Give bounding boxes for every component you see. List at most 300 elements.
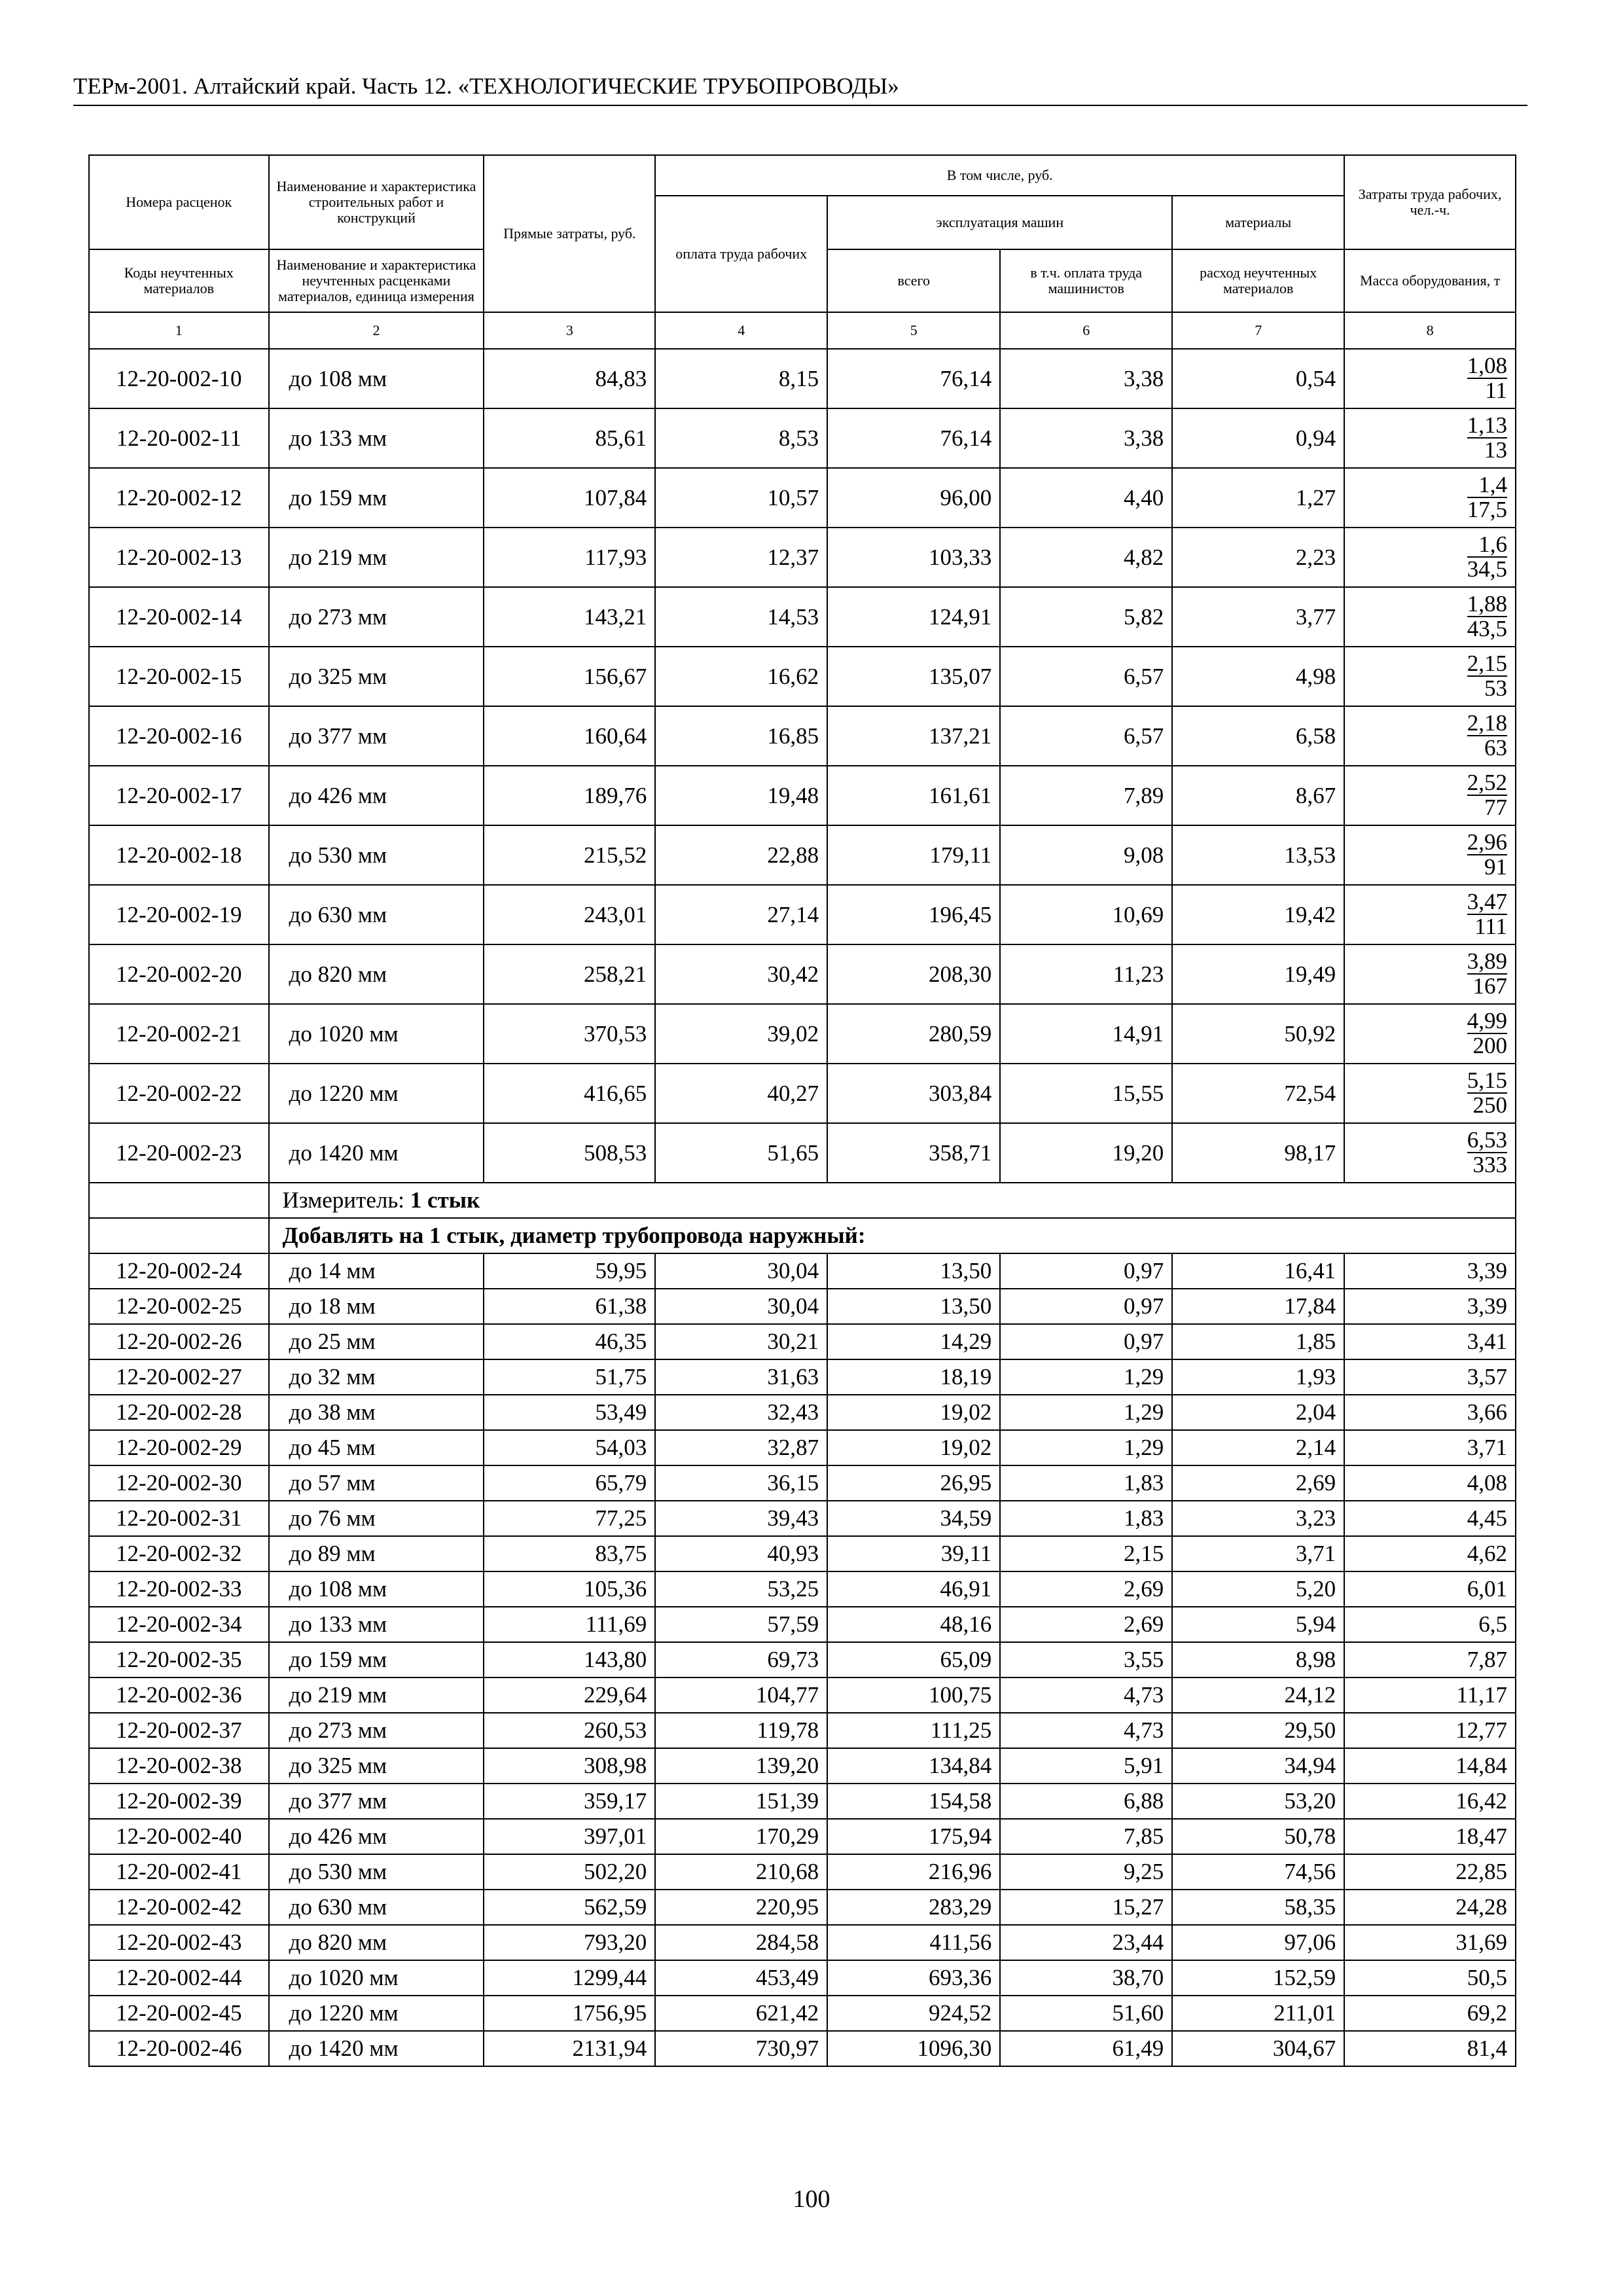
operator-wages: 15,55 bbox=[1000, 1064, 1172, 1123]
column-number: 3 bbox=[484, 312, 655, 349]
labor-costs: 3,89 bbox=[1467, 948, 1507, 974]
header-unaccounted-use: расход неучтенных материалов bbox=[1172, 249, 1344, 312]
rate-name: до 45 мм bbox=[269, 1430, 484, 1465]
operator-wages: 9,25 bbox=[1000, 1854, 1172, 1890]
rate-code: 12-20-002-42 bbox=[89, 1890, 269, 1925]
table-row bbox=[89, 1960, 1516, 1996]
labor-costs: 3,39 bbox=[1344, 1289, 1516, 1324]
labor-costs: 24,28 bbox=[1344, 1890, 1516, 1925]
rate-code: 12-20-002-25 bbox=[89, 1289, 269, 1324]
machine-costs: 196,45 bbox=[827, 885, 1000, 944]
machine-costs: 303,84 bbox=[827, 1064, 1000, 1123]
rate-code: 12-20-002-46 bbox=[89, 2031, 269, 2066]
labor-costs: 5,15 bbox=[1467, 1067, 1507, 1093]
operator-wages: 2,15 bbox=[1000, 1536, 1172, 1571]
rate-name: до 630 мм bbox=[269, 885, 484, 944]
machine-costs: 924,52 bbox=[827, 1996, 1000, 2031]
material-costs: 6,58 bbox=[1172, 706, 1344, 766]
rate-name: до 18 мм bbox=[269, 1289, 484, 1324]
direct-costs: 46,35 bbox=[484, 1324, 655, 1359]
equipment-mass: 333 bbox=[1472, 1151, 1507, 1177]
worker-wages: 170,29 bbox=[655, 1819, 827, 1854]
operator-wages: 6,57 bbox=[1000, 706, 1172, 766]
table-row bbox=[89, 1571, 1516, 1607]
labor-costs: 3,57 bbox=[1344, 1359, 1516, 1395]
rate-name: до 89 мм bbox=[269, 1536, 484, 1571]
worker-wages: 284,58 bbox=[655, 1925, 827, 1960]
machine-costs: 76,14 bbox=[827, 349, 1000, 408]
worker-wages: 119,78 bbox=[655, 1713, 827, 1748]
equipment-mass: 167 bbox=[1472, 973, 1507, 999]
table-row bbox=[89, 1748, 1516, 1784]
operator-wages: 10,69 bbox=[1000, 885, 1172, 944]
rate-code: 12-20-002-40 bbox=[89, 1819, 269, 1854]
labor-costs: 4,45 bbox=[1344, 1501, 1516, 1536]
table-header bbox=[89, 155, 1516, 349]
direct-costs: 85,61 bbox=[484, 408, 655, 468]
rate-name: до 219 мм bbox=[269, 528, 484, 587]
operator-wages: 0,97 bbox=[1000, 1289, 1172, 1324]
direct-costs: 160,64 bbox=[484, 706, 655, 766]
rate-code: 12-20-002-14 bbox=[89, 587, 269, 647]
direct-costs: 1299,44 bbox=[484, 1960, 655, 1996]
rate-name: до 820 мм bbox=[269, 944, 484, 1004]
rate-code: 12-20-002-37 bbox=[89, 1713, 269, 1748]
equipment-mass: 63 bbox=[1484, 734, 1507, 761]
worker-wages: 104,77 bbox=[655, 1677, 827, 1713]
table-body-additional bbox=[89, 1253, 1516, 2066]
rate-name: до 1020 мм bbox=[269, 1960, 484, 1996]
rate-name: до 108 мм bbox=[269, 1571, 484, 1607]
column-number: 1 bbox=[89, 312, 269, 349]
machine-costs: 103,33 bbox=[827, 528, 1000, 587]
direct-costs: 258,21 bbox=[484, 944, 655, 1004]
rate-name: до 38 мм bbox=[269, 1395, 484, 1430]
rate-name: до 1220 мм bbox=[269, 1996, 484, 2031]
rate-code: 12-20-002-28 bbox=[89, 1395, 269, 1430]
labor-mass-fraction bbox=[1344, 647, 1516, 706]
labor-costs: 11,17 bbox=[1344, 1677, 1516, 1713]
labor-mass-fraction bbox=[1344, 944, 1516, 1004]
rate-code: 12-20-002-17 bbox=[89, 766, 269, 825]
table-row bbox=[89, 1465, 1516, 1501]
labor-costs: 22,85 bbox=[1344, 1854, 1516, 1890]
worker-wages: 27,14 bbox=[655, 885, 827, 944]
header-unaccounted-name: Наименование и характеристика неучтенных расценками материалов, единица измерения bbox=[269, 249, 484, 312]
machine-costs: 65,09 bbox=[827, 1642, 1000, 1677]
table-row bbox=[89, 1395, 1516, 1430]
worker-wages: 69,73 bbox=[655, 1642, 827, 1677]
direct-costs: 54,03 bbox=[484, 1430, 655, 1465]
equipment-mass: 77 bbox=[1484, 794, 1507, 820]
rate-code: 12-20-002-18 bbox=[89, 825, 269, 885]
material-costs: 29,50 bbox=[1172, 1713, 1344, 1748]
labor-costs: 1,6 bbox=[1467, 533, 1507, 558]
material-costs: 1,27 bbox=[1172, 468, 1344, 528]
machine-costs: 96,00 bbox=[827, 468, 1000, 528]
worker-wages: 30,04 bbox=[655, 1253, 827, 1289]
table-row bbox=[89, 647, 1516, 706]
rate-name: до 530 мм bbox=[269, 1854, 484, 1890]
equipment-mass: 17,5 bbox=[1467, 496, 1507, 522]
operator-wages: 1,83 bbox=[1000, 1501, 1172, 1536]
material-costs: 3,71 bbox=[1172, 1536, 1344, 1571]
material-costs: 5,94 bbox=[1172, 1607, 1344, 1642]
material-costs: 58,35 bbox=[1172, 1890, 1344, 1925]
machine-costs: 161,61 bbox=[827, 766, 1000, 825]
direct-costs: 77,25 bbox=[484, 1501, 655, 1536]
material-costs: 0,54 bbox=[1172, 349, 1344, 408]
labor-costs: 1,4 bbox=[1467, 473, 1507, 498]
direct-costs: 243,01 bbox=[484, 885, 655, 944]
direct-costs: 229,64 bbox=[484, 1677, 655, 1713]
material-costs: 5,20 bbox=[1172, 1571, 1344, 1607]
labor-costs: 69,2 bbox=[1344, 1996, 1516, 2031]
rate-name: до 820 мм bbox=[269, 1925, 484, 1960]
operator-wages: 7,89 bbox=[1000, 766, 1172, 825]
header-codes: Номера расценок bbox=[89, 155, 269, 249]
worker-wages: 730,97 bbox=[655, 2031, 827, 2066]
rate-code: 12-20-002-36 bbox=[89, 1677, 269, 1713]
labor-costs: 3,66 bbox=[1344, 1395, 1516, 1430]
material-costs: 4,98 bbox=[1172, 647, 1344, 706]
header-materials: материалы bbox=[1172, 196, 1344, 249]
rate-name: до 377 мм bbox=[269, 1784, 484, 1819]
direct-costs: 562,59 bbox=[484, 1890, 655, 1925]
rate-code: 12-20-002-24 bbox=[89, 1253, 269, 1289]
equipment-mass: 43,5 bbox=[1467, 615, 1507, 641]
rate-code: 12-20-002-44 bbox=[89, 1960, 269, 1996]
worker-wages: 30,04 bbox=[655, 1289, 827, 1324]
labor-mass-fraction bbox=[1344, 528, 1516, 587]
operator-wages: 4,40 bbox=[1000, 468, 1172, 528]
rate-code: 12-20-002-39 bbox=[89, 1784, 269, 1819]
material-costs: 17,84 bbox=[1172, 1289, 1344, 1324]
header-wages: оплата труда рабочих bbox=[655, 196, 827, 312]
operator-wages: 61,49 bbox=[1000, 2031, 1172, 2066]
labor-costs: 2,96 bbox=[1467, 829, 1507, 855]
operator-wages: 5,91 bbox=[1000, 1748, 1172, 1784]
material-costs: 3,77 bbox=[1172, 587, 1344, 647]
material-costs: 8,67 bbox=[1172, 766, 1344, 825]
page-number: 100 bbox=[793, 2185, 830, 2213]
labor-mass-fraction bbox=[1344, 766, 1516, 825]
labor-costs: 18,47 bbox=[1344, 1819, 1516, 1854]
machine-costs: 111,25 bbox=[827, 1713, 1000, 1748]
material-costs: 16,41 bbox=[1172, 1253, 1344, 1289]
material-costs: 72,54 bbox=[1172, 1064, 1344, 1123]
table-row bbox=[89, 1253, 1516, 1289]
labor-costs: 6,01 bbox=[1344, 1571, 1516, 1607]
machine-costs: 76,14 bbox=[827, 408, 1000, 468]
material-costs: 152,59 bbox=[1172, 1960, 1344, 1996]
header-unaccounted-codes: Коды неучтенных материалов bbox=[89, 249, 269, 312]
equipment-mass: 11 bbox=[1485, 377, 1507, 403]
direct-costs: 502,20 bbox=[484, 1854, 655, 1890]
equipment-mass: 91 bbox=[1484, 853, 1507, 880]
direct-costs: 61,38 bbox=[484, 1289, 655, 1324]
direct-costs: 189,76 bbox=[484, 766, 655, 825]
table-row bbox=[89, 706, 1516, 766]
rate-code: 12-20-002-21 bbox=[89, 1004, 269, 1064]
rate-name: до 1420 мм bbox=[269, 1123, 484, 1183]
meter-value: 1 стык bbox=[410, 1187, 480, 1213]
worker-wages: 453,49 bbox=[655, 1960, 827, 1996]
labor-mass-fraction bbox=[1344, 706, 1516, 766]
labor-costs: 16,42 bbox=[1344, 1784, 1516, 1819]
machine-costs: 411,56 bbox=[827, 1925, 1000, 1960]
header-equipment-mass: Масса оборудования, т bbox=[1344, 249, 1516, 312]
labor-costs: 1,88 bbox=[1467, 590, 1507, 617]
direct-costs: 2131,94 bbox=[484, 2031, 655, 2066]
add-per-joint-label: Добавлять на 1 стык, диаметр трубопровода наружный: bbox=[269, 1218, 1516, 1253]
table-row bbox=[89, 1501, 1516, 1536]
operator-wages: 19,20 bbox=[1000, 1123, 1172, 1183]
table-row bbox=[89, 587, 1516, 647]
machine-costs: 19,02 bbox=[827, 1395, 1000, 1430]
direct-costs: 59,95 bbox=[484, 1253, 655, 1289]
header-incl-rub: В том числе, руб. bbox=[655, 155, 1344, 196]
header-machines-total: всего bbox=[827, 249, 1000, 312]
machine-costs: 358,71 bbox=[827, 1123, 1000, 1183]
worker-wages: 31,63 bbox=[655, 1359, 827, 1395]
rate-code: 12-20-002-31 bbox=[89, 1501, 269, 1536]
rate-name: до 219 мм bbox=[269, 1677, 484, 1713]
rate-name: до 57 мм bbox=[269, 1465, 484, 1501]
machine-costs: 208,30 bbox=[827, 944, 1000, 1004]
rate-code: 12-20-002-19 bbox=[89, 885, 269, 944]
column-number: 5 bbox=[827, 312, 1000, 349]
labor-costs: 1,13 bbox=[1467, 412, 1507, 438]
labor-costs: 12,77 bbox=[1344, 1713, 1516, 1748]
column-number: 8 bbox=[1344, 312, 1516, 349]
direct-costs: 793,20 bbox=[484, 1925, 655, 1960]
table-row bbox=[89, 1677, 1516, 1713]
worker-wages: 16,62 bbox=[655, 647, 827, 706]
machine-costs: 46,91 bbox=[827, 1571, 1000, 1607]
table-row bbox=[89, 1607, 1516, 1642]
worker-wages: 8,53 bbox=[655, 408, 827, 468]
table-row bbox=[89, 408, 1516, 468]
operator-wages: 3,55 bbox=[1000, 1642, 1172, 1677]
labor-costs: 6,5 bbox=[1344, 1607, 1516, 1642]
labor-mass-fraction bbox=[1344, 1064, 1516, 1123]
direct-costs: 215,52 bbox=[484, 825, 655, 885]
worker-wages: 39,43 bbox=[655, 1501, 827, 1536]
machine-costs: 154,58 bbox=[827, 1784, 1000, 1819]
rate-name: до 108 мм bbox=[269, 349, 484, 408]
meter-cell bbox=[269, 1183, 1516, 1218]
operator-wages: 14,91 bbox=[1000, 1004, 1172, 1064]
table-row bbox=[89, 528, 1516, 587]
worker-wages: 53,25 bbox=[655, 1571, 827, 1607]
table-row bbox=[89, 1359, 1516, 1395]
material-costs: 304,67 bbox=[1172, 2031, 1344, 2066]
equipment-mass: 250 bbox=[1472, 1092, 1507, 1118]
machine-costs: 179,11 bbox=[827, 825, 1000, 885]
worker-wages: 210,68 bbox=[655, 1854, 827, 1890]
operator-wages: 2,69 bbox=[1000, 1571, 1172, 1607]
table-row bbox=[89, 2031, 1516, 2066]
worker-wages: 12,37 bbox=[655, 528, 827, 587]
header-work-name: Наименование и характеристика строительных работ и конструкций bbox=[269, 155, 484, 249]
worker-wages: 22,88 bbox=[655, 825, 827, 885]
direct-costs: 53,49 bbox=[484, 1395, 655, 1430]
meter-prefix: Измеритель: bbox=[282, 1187, 410, 1213]
direct-costs: 359,17 bbox=[484, 1784, 655, 1819]
rate-code: 12-20-002-23 bbox=[89, 1123, 269, 1183]
table-row bbox=[89, 944, 1516, 1004]
material-costs: 1,93 bbox=[1172, 1359, 1344, 1395]
rate-code: 12-20-002-27 bbox=[89, 1359, 269, 1395]
labor-mass-fraction bbox=[1344, 825, 1516, 885]
rates-table bbox=[88, 154, 1516, 2067]
rate-name: до 530 мм bbox=[269, 825, 484, 885]
rate-code: 12-20-002-22 bbox=[89, 1064, 269, 1123]
machine-costs: 13,50 bbox=[827, 1253, 1000, 1289]
machine-costs: 26,95 bbox=[827, 1465, 1000, 1501]
machine-costs: 13,50 bbox=[827, 1289, 1000, 1324]
direct-costs: 65,79 bbox=[484, 1465, 655, 1501]
rate-name: до 32 мм bbox=[269, 1359, 484, 1395]
operator-wages: 1,29 bbox=[1000, 1430, 1172, 1465]
material-costs: 3,23 bbox=[1172, 1501, 1344, 1536]
rate-code: 12-20-002-32 bbox=[89, 1536, 269, 1571]
rate-code: 12-20-002-29 bbox=[89, 1430, 269, 1465]
equipment-mass: 13 bbox=[1484, 437, 1507, 463]
rate-code: 12-20-002-41 bbox=[89, 1854, 269, 1890]
table-row bbox=[89, 1430, 1516, 1465]
rate-name: до 133 мм bbox=[269, 1607, 484, 1642]
table-row bbox=[89, 1064, 1516, 1123]
direct-costs: 143,21 bbox=[484, 587, 655, 647]
material-costs: 97,06 bbox=[1172, 1925, 1344, 1960]
machine-costs: 39,11 bbox=[827, 1536, 1000, 1571]
worker-wages: 30,21 bbox=[655, 1324, 827, 1359]
operator-wages: 3,38 bbox=[1000, 408, 1172, 468]
machine-costs: 19,02 bbox=[827, 1430, 1000, 1465]
table-row bbox=[89, 468, 1516, 528]
table-row bbox=[89, 1289, 1516, 1324]
material-costs: 2,23 bbox=[1172, 528, 1344, 587]
table-row bbox=[89, 1819, 1516, 1854]
machine-costs: 14,29 bbox=[827, 1324, 1000, 1359]
operator-wages: 51,60 bbox=[1000, 1996, 1172, 2031]
labor-costs: 4,08 bbox=[1344, 1465, 1516, 1501]
table-row bbox=[89, 1536, 1516, 1571]
machine-costs: 34,59 bbox=[827, 1501, 1000, 1536]
material-costs: 211,01 bbox=[1172, 1996, 1344, 2031]
equipment-mass: 200 bbox=[1472, 1032, 1507, 1058]
header-operator-wages: в т.ч. оплата труда машинистов bbox=[1000, 249, 1172, 312]
rate-code: 12-20-002-13 bbox=[89, 528, 269, 587]
rate-code: 12-20-002-45 bbox=[89, 1996, 269, 2031]
operator-wages: 6,88 bbox=[1000, 1784, 1172, 1819]
rate-code: 12-20-002-34 bbox=[89, 1607, 269, 1642]
direct-costs: 105,36 bbox=[484, 1571, 655, 1607]
machine-costs: 134,84 bbox=[827, 1748, 1000, 1784]
worker-wages: 40,27 bbox=[655, 1064, 827, 1123]
labor-mass-fraction bbox=[1344, 408, 1516, 468]
meter-row bbox=[89, 1183, 1516, 1218]
rate-name: до 325 мм bbox=[269, 647, 484, 706]
header-labor-costs: Затраты труда рабочих, чел.-ч. bbox=[1344, 155, 1516, 249]
rate-name: до 159 мм bbox=[269, 468, 484, 528]
table-section-labels bbox=[89, 1183, 1516, 1253]
labor-mass-fraction bbox=[1344, 468, 1516, 528]
labor-mass-fraction bbox=[1344, 1123, 1516, 1183]
table-row bbox=[89, 1324, 1516, 1359]
material-costs: 50,78 bbox=[1172, 1819, 1344, 1854]
operator-wages: 9,08 bbox=[1000, 825, 1172, 885]
worker-wages: 14,53 bbox=[655, 587, 827, 647]
labor-costs: 7,87 bbox=[1344, 1642, 1516, 1677]
header-direct-costs: Прямые затраты, руб. bbox=[484, 155, 655, 312]
operator-wages: 5,82 bbox=[1000, 587, 1172, 647]
direct-costs: 111,69 bbox=[484, 1607, 655, 1642]
rate-name: до 630 мм bbox=[269, 1890, 484, 1925]
worker-wages: 57,59 bbox=[655, 1607, 827, 1642]
worker-wages: 36,15 bbox=[655, 1465, 827, 1501]
add-label-blank bbox=[89, 1218, 269, 1253]
rate-code: 12-20-002-38 bbox=[89, 1748, 269, 1784]
rate-code: 12-20-002-11 bbox=[89, 408, 269, 468]
worker-wages: 621,42 bbox=[655, 1996, 827, 2031]
worker-wages: 51,65 bbox=[655, 1123, 827, 1183]
labor-costs: 1,08 bbox=[1467, 352, 1507, 378]
material-costs: 74,56 bbox=[1172, 1854, 1344, 1890]
worker-wages: 19,48 bbox=[655, 766, 827, 825]
rate-name: до 377 мм bbox=[269, 706, 484, 766]
direct-costs: 508,53 bbox=[484, 1123, 655, 1183]
worker-wages: 32,43 bbox=[655, 1395, 827, 1430]
table-row bbox=[89, 349, 1516, 408]
rate-name: до 159 мм bbox=[269, 1642, 484, 1677]
direct-costs: 143,80 bbox=[484, 1642, 655, 1677]
rate-code: 12-20-002-20 bbox=[89, 944, 269, 1004]
table-row bbox=[89, 825, 1516, 885]
worker-wages: 139,20 bbox=[655, 1748, 827, 1784]
table-row bbox=[89, 885, 1516, 944]
page-header-title: ТЕРм-2001. Алтайский край. Часть 12. «ТЕХНОЛОГИЧЕСКИЕ ТРУБОПРОВОДЫ» bbox=[73, 73, 1527, 106]
operator-wages: 0,97 bbox=[1000, 1324, 1172, 1359]
rate-code: 12-20-002-35 bbox=[89, 1642, 269, 1677]
labor-costs: 4,99 bbox=[1467, 1007, 1507, 1033]
rate-code: 12-20-002-30 bbox=[89, 1465, 269, 1501]
rate-name: до 426 мм bbox=[269, 1819, 484, 1854]
direct-costs: 370,53 bbox=[484, 1004, 655, 1064]
direct-costs: 397,01 bbox=[484, 1819, 655, 1854]
table-row bbox=[89, 1925, 1516, 1960]
rate-code: 12-20-002-33 bbox=[89, 1571, 269, 1607]
table-row bbox=[89, 1004, 1516, 1064]
material-costs: 50,92 bbox=[1172, 1004, 1344, 1064]
rate-code: 12-20-002-26 bbox=[89, 1324, 269, 1359]
labor-costs: 3,41 bbox=[1344, 1324, 1516, 1359]
operator-wages: 1,29 bbox=[1000, 1359, 1172, 1395]
worker-wages: 151,39 bbox=[655, 1784, 827, 1819]
rate-code: 12-20-002-15 bbox=[89, 647, 269, 706]
column-number: 4 bbox=[655, 312, 827, 349]
operator-wages: 15,27 bbox=[1000, 1890, 1172, 1925]
add-per-joint-row bbox=[89, 1218, 1516, 1253]
rate-code: 12-20-002-16 bbox=[89, 706, 269, 766]
worker-wages: 40,93 bbox=[655, 1536, 827, 1571]
operator-wages: 2,69 bbox=[1000, 1607, 1172, 1642]
labor-costs: 3,71 bbox=[1344, 1430, 1516, 1465]
material-costs: 1,85 bbox=[1172, 1324, 1344, 1359]
column-number-row bbox=[89, 312, 1516, 349]
